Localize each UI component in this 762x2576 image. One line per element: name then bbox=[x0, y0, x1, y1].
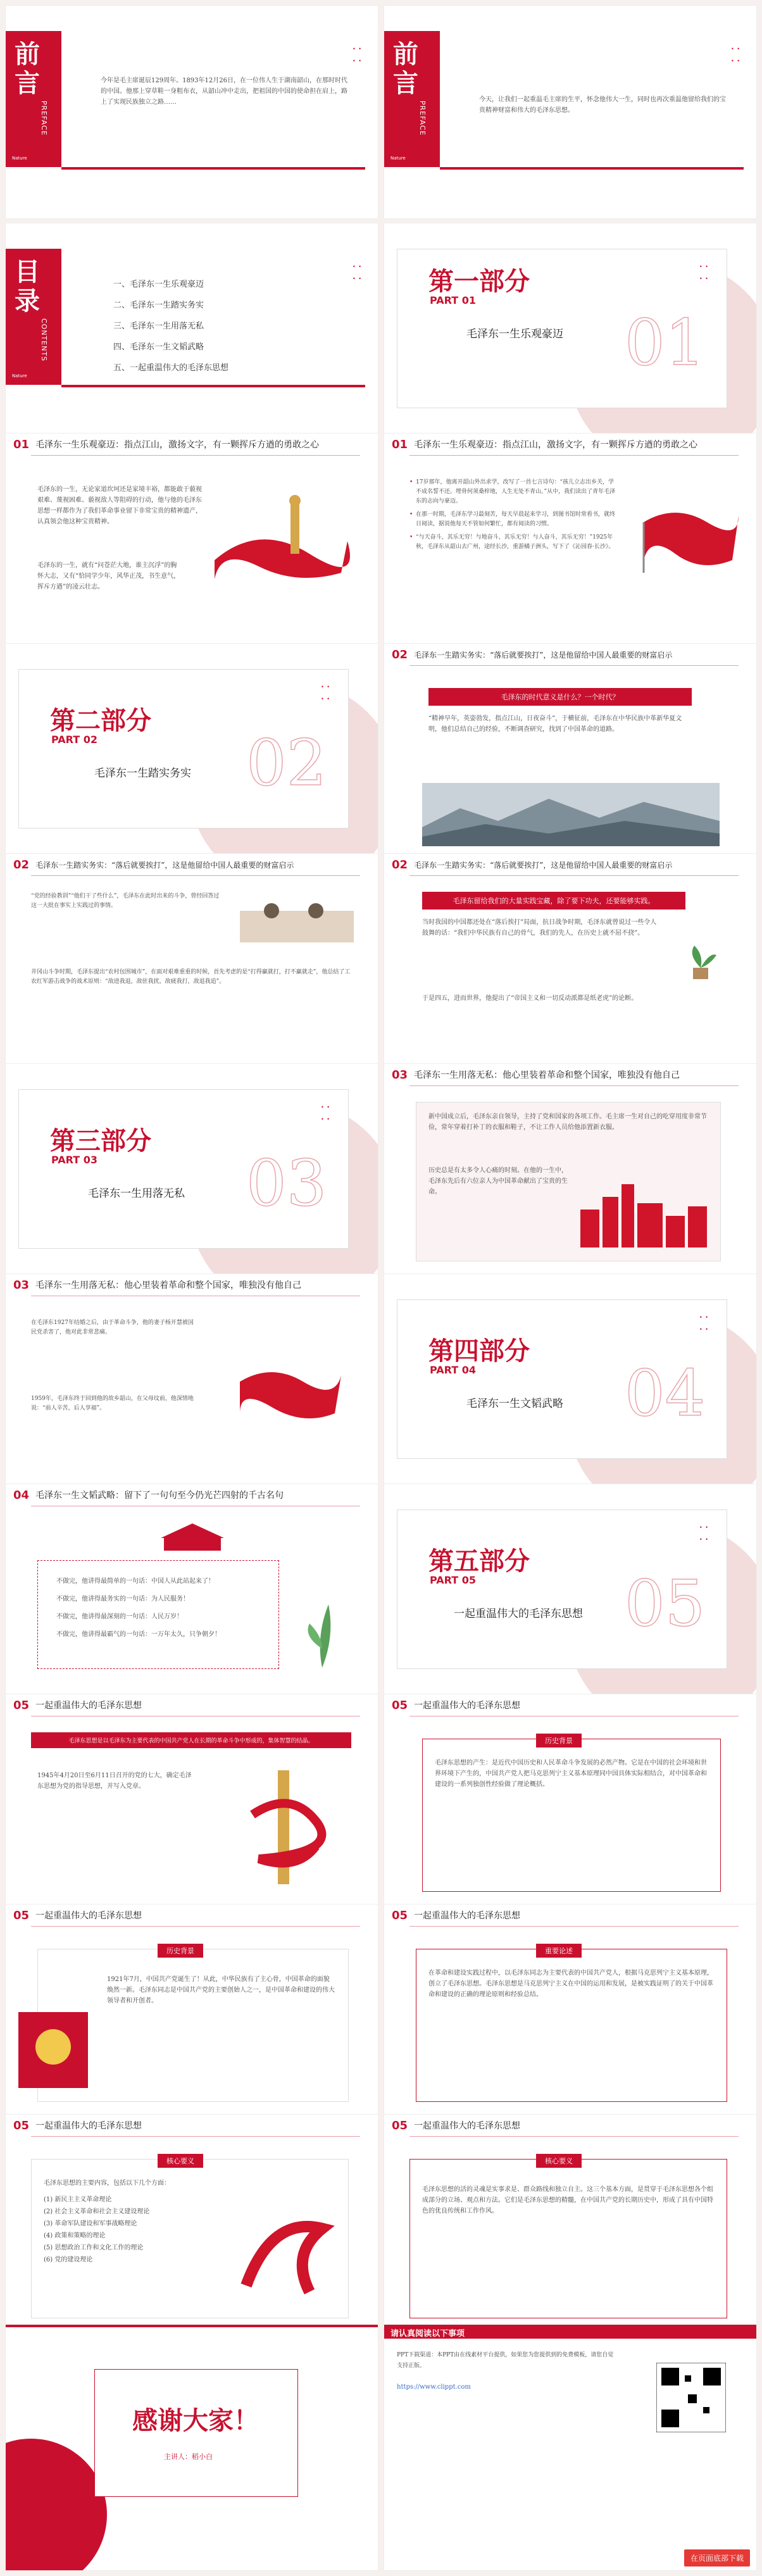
header-line bbox=[409, 455, 739, 456]
slide-header bbox=[384, 1904, 756, 1926]
core-item: (2) 社会主义革命和社会主义建设理论 bbox=[44, 2208, 150, 2215]
contents-en: CONTENTS bbox=[40, 318, 48, 362]
title-tag: Nature bbox=[390, 156, 406, 161]
slide-header bbox=[384, 854, 756, 875]
section-number: 01 bbox=[392, 437, 408, 451]
header-line bbox=[409, 875, 739, 876]
slide-section-05-b bbox=[384, 1694, 757, 1908]
section-number: 05 bbox=[13, 1698, 30, 1712]
dots-decoration bbox=[731, 41, 744, 45]
section-number: 02 bbox=[392, 858, 408, 872]
part-number: 03 bbox=[246, 1146, 327, 1220]
preface-en: PREFACE bbox=[40, 101, 48, 136]
section-number: 05 bbox=[392, 2118, 408, 2132]
slide-section-02-a bbox=[384, 643, 757, 857]
city-skyline-illustration bbox=[574, 1172, 713, 1247]
part-subtitle: 毛泽东一生踏实务实 bbox=[94, 767, 191, 780]
section-number: 05 bbox=[392, 1698, 408, 1712]
core-item: (5) 思想政治工作和文化工作的理论 bbox=[44, 2244, 144, 2251]
section-title: 毛泽东一生踏实务实：“落后就要挨打”，这是他留给中国人最重要的财富启示 bbox=[35, 860, 294, 870]
body-text: 当时我国的中国都还处在“落后挨打”局面，抗日战争时期，毛泽东就曾说过一些令人鼓舞的话：“我们中华民族有自己的骨气，我们的先人，在历史上就不屈不挠”。 bbox=[422, 919, 657, 937]
section-title: 一起重温伟大的毛泽东思想 bbox=[35, 1701, 142, 1711]
red-divider bbox=[61, 167, 365, 170]
preface-title: 前言 bbox=[393, 39, 418, 98]
body-text: 在毛泽东1927年结婚之后，由于革命斗争，他的妻子杨开慧被国民党杀害了，他对此非常悲痛。 bbox=[31, 1320, 194, 1335]
body-text: 毛泽东的一生，无论家道坎坷还是家境丰裕，都能敢于藐视艰难、蔑视困难、藐视敌人等阻碍的行动，他与他的毛泽东思想一样都作为了我们革命事业留下非常宝贵的精神遗产，认真领会他这种宝贵精神。 bbox=[37, 486, 202, 525]
part-en: PART 03 bbox=[51, 1154, 97, 1166]
part-subtitle: 毛泽东一生文韬武略 bbox=[466, 1397, 563, 1410]
contents-title-block bbox=[6, 249, 61, 385]
section-title: 毛泽东一生乐观豪迈：指点江山，激扬文字，有一颗挥斥方遒的勇敢之心 bbox=[35, 440, 320, 450]
plant-icon bbox=[297, 1598, 347, 1668]
section-title: 毛泽东一生乐观豪迈：指点江山，激扬文字，有一颗挥斥方遒的勇敢之心 bbox=[414, 440, 698, 450]
slide-header bbox=[6, 1274, 378, 1296]
slide-header bbox=[384, 644, 756, 665]
header-line bbox=[409, 1085, 739, 1086]
party-emblem-illustration bbox=[18, 2012, 88, 2088]
preface-text: 今天，让我们一起重温毛主席的生平，怀念他伟大一生，同时也再次重温他留给我们的宝贵精神财富和伟大的毛泽东思想。 bbox=[479, 96, 726, 114]
red-flag-icon bbox=[637, 503, 745, 573]
section-tag bbox=[536, 2154, 582, 2168]
slide-part-2 bbox=[5, 643, 378, 857]
dots-decoration bbox=[321, 1099, 334, 1103]
slide-part-1 bbox=[384, 223, 757, 437]
part-title: 第三部分 bbox=[50, 1126, 151, 1156]
core-item: (1) 新民主主义革命理论 bbox=[44, 2196, 112, 2203]
core-item: (3) 革命军队建设和军事战略理论 bbox=[44, 2220, 137, 2227]
section-number: 02 bbox=[13, 858, 30, 872]
ribbon-illustration bbox=[234, 2191, 335, 2304]
slide-section-05-d bbox=[384, 1904, 757, 2118]
slide-section-05-e bbox=[5, 2114, 378, 2328]
slide-section-01-b bbox=[384, 433, 757, 647]
header-line bbox=[409, 665, 739, 666]
quote-line: 不做完，他讲得最简单的一句话：中国人从此站起来了！ bbox=[56, 1578, 215, 1585]
tag-label: 历史背景 bbox=[158, 1944, 203, 1958]
slide-thanks bbox=[5, 2324, 378, 2571]
slide-header bbox=[6, 854, 378, 875]
body-text: 于是四五，进而世界，他提出了“帝国主义和一切反动派都是纸老虎”的论断。 bbox=[422, 995, 638, 1002]
preface-title-block bbox=[6, 31, 61, 167]
slide-header bbox=[384, 1064, 756, 1085]
slide-header bbox=[384, 2115, 756, 2136]
header-line bbox=[31, 2136, 360, 2137]
notice-text: PPT下载渠道：本PPT由在线素材平台提供，如果您为您提供到的免费模板，请您自觉支持正版。 bbox=[397, 2352, 614, 2369]
part-title: 第二部分 bbox=[50, 706, 151, 735]
contents-item[interactable]: 三、毛泽东一生用落无私 bbox=[113, 322, 204, 331]
slide-section-02-c bbox=[384, 853, 757, 1067]
slide-header bbox=[384, 434, 756, 455]
red-divider bbox=[440, 167, 744, 170]
slide-notice bbox=[384, 2324, 757, 2571]
bullet-list bbox=[409, 478, 618, 556]
body-text: 毛泽东思想的主要内容，包括以下几个方面： bbox=[44, 2180, 170, 2187]
notice-url[interactable]: https://www.clippt.com bbox=[397, 2384, 471, 2391]
body-text: 井冈山斗争时期，毛泽东提出“农村包围城市”，在面对艰难重重的时候，首先考虑的是“打得赢就打，打不赢就走”，他总结了工农红军游击战争的战术原则：“敌进我退，敌驻我扰，敌疲我打，敌退我追”。 bbox=[31, 969, 351, 985]
statue-ribbon-illustration bbox=[202, 484, 354, 592]
slide-section-04 bbox=[5, 1484, 378, 1698]
bullet-item: • 在那一时期，毛泽东学习最刻苦，每天早晨起来学习，到图书馆时常看书，就终日阅读，据说他每天不管如何繁忙，都有阅读的习惯。 bbox=[409, 510, 618, 529]
slide-part-5 bbox=[384, 1484, 757, 1698]
part-subtitle: 毛泽东一生用落无私 bbox=[88, 1187, 185, 1200]
body-text: 1945年4月20日至6月11日召开的党的七大，确定毛泽东思想为党的指导思想，并写入党章。 bbox=[37, 1772, 192, 1790]
part-number: 04 bbox=[625, 1356, 706, 1430]
red-divider bbox=[6, 2325, 378, 2327]
slide-section-05-a bbox=[5, 1694, 378, 1908]
header-line bbox=[409, 2136, 739, 2137]
thanks-title: 感谢大家！ bbox=[132, 2406, 259, 2435]
dots-decoration bbox=[353, 259, 365, 263]
section-tag bbox=[536, 1734, 582, 1748]
body-text: “精神早年，英姿勃发，指点江山，日夜奋斗”，于横征前，毛泽东在中华民族中革新华夏文明，他们总结自己的经验，不断调查研究，找到了中国革命的道路。 bbox=[428, 715, 682, 733]
part-en: PART 01 bbox=[430, 294, 476, 306]
section-title: 毛泽东一生文韬武略：留下了一句句至今仍光芒四射的千古名句 bbox=[35, 1491, 284, 1501]
body-text: 毛泽东思想的产生：是近代中国历史和人民革命斗争发展的必然产物。它是在中国的社会环境和世界环境下产生的，中国共产党人把马克思列宁主义基本原理同中国具体实际相结合，对中国革命和建设的一系列独创性经验做了理论概括。 bbox=[435, 1760, 707, 1788]
header-line bbox=[31, 1926, 360, 1927]
section-number: 05 bbox=[392, 1908, 408, 1922]
core-list bbox=[44, 2194, 234, 2266]
part-en: PART 05 bbox=[430, 1574, 476, 1586]
section-title: 一起重温伟大的毛泽东思想 bbox=[414, 1701, 521, 1711]
slide-section-05-c bbox=[5, 1904, 378, 2118]
quote-list bbox=[56, 1573, 265, 1644]
part-number: 02 bbox=[246, 726, 327, 800]
tag-label: 核心要义 bbox=[536, 2154, 582, 2168]
slide-header bbox=[6, 2115, 378, 2136]
section-tag bbox=[158, 1944, 203, 1958]
part-number: 01 bbox=[625, 306, 706, 380]
section-number: 03 bbox=[392, 1068, 408, 1082]
header-line bbox=[31, 455, 360, 456]
slide-section-02-b bbox=[5, 853, 378, 1067]
section-title: 毛泽东一生踏实务实：“落后就要挨打”，这是他留给中国人最重要的财富启示 bbox=[414, 650, 673, 660]
highlight-banner: 毛泽东留给我们的大量实践宝藏，除了要下功夫，还要能够实践。 bbox=[422, 892, 685, 910]
mountain-landscape-illustration bbox=[422, 783, 720, 846]
title-tag: Nature bbox=[12, 373, 27, 378]
body-text: 毛泽东的一生，就有“问苍茫大地，谁主沉浮”的胸怀大志，又有“恰同学少年，风华正茂，书生意气，挥斥方遒”的凌云壮志。 bbox=[37, 562, 180, 591]
quote-line: 不做完，他讲得最霸气的一句话：一万年太久，只争朝夕！ bbox=[56, 1631, 221, 1638]
preface-text: 今年是毛主席诞辰129周年。1893年12月26日，在一位伟人生于湖南韶山，在那时时代的中国。他那上穿草鞋一身粗布衣，从韶山冲中走出，把祖国的中国的使命担在肩上，路上了实现民族独立之路…… bbox=[101, 77, 347, 106]
ribbon-pillar-illustration bbox=[240, 1764, 328, 1891]
slide-header bbox=[6, 434, 378, 455]
section-tag bbox=[158, 2154, 203, 2168]
section-title: 一起重温伟大的毛泽东思想 bbox=[414, 2121, 521, 2131]
section-title: 毛泽东一生用落无私：他心里装着革命和整个国家，唯独没有他自己 bbox=[414, 1070, 680, 1080]
part-en: PART 04 bbox=[430, 1364, 476, 1376]
slide-header bbox=[384, 1694, 756, 1716]
slide-section-01-a bbox=[5, 433, 378, 647]
qr-code-icon bbox=[656, 2363, 726, 2432]
dots-decoration bbox=[699, 259, 712, 263]
body-text: “党的经验教训”“他们干了些什么”，毛泽东在此时出来的斗争，曾经回答过这一大批在事实上实践过的事情。 bbox=[31, 893, 220, 909]
contents-item[interactable]: 四、毛泽东一生文韬武略 bbox=[113, 342, 204, 352]
speaker: 主讲人：稻小白 bbox=[164, 2453, 213, 2461]
header-line bbox=[31, 875, 360, 876]
core-item: (6) 党的建设理论 bbox=[44, 2256, 93, 2263]
quote-line: 不做完，他讲得最深刻的一句话：人民万岁！ bbox=[56, 1613, 183, 1620]
part-number: 05 bbox=[625, 1566, 706, 1641]
tiananmen-icon bbox=[158, 1516, 227, 1554]
body-text: 新中国成立后，毛泽东亲自领导，主持了党和国家的各项工作。毛主席一生对自己的吃穿用度非常节俭，常年穿着打补丁的衣服和鞋子，不让工作人员给他添置新衣服。 bbox=[428, 1113, 707, 1131]
preface-title-block bbox=[384, 31, 440, 167]
body-text: 历史总是有太多令人心痛的时刻。在他的一生中，毛泽东先后有六位亲人为中国革命献出了宝贵的生命。 bbox=[428, 1167, 568, 1196]
preface-en: PREFACE bbox=[418, 101, 427, 136]
section-title: 一起重温伟大的毛泽东思想 bbox=[35, 2121, 142, 2131]
bullet-item: • 17岁那年，他离开韶山外出求学，改写了一首七言诗句：“孩儿立志出乡关，学不成名誓不还。埋骨何须桑梓地，人生无处不青山。”从中，我们读出了青年毛泽东的志向与豪迈。 bbox=[409, 478, 618, 506]
slide-section-05-f bbox=[384, 2114, 757, 2328]
slide-contents bbox=[5, 223, 378, 437]
section-number: 01 bbox=[13, 437, 30, 451]
slide-part-3 bbox=[5, 1063, 378, 1277]
section-number: 02 bbox=[392, 647, 408, 661]
contents-list bbox=[113, 274, 228, 378]
download-button[interactable]: 在页面底部下载 bbox=[684, 2549, 750, 2567]
dots-decoration bbox=[699, 1310, 712, 1313]
contents-item[interactable]: 一、毛泽东一生乐观豪迈 bbox=[113, 280, 204, 289]
tag-label: 核心要义 bbox=[158, 2154, 203, 2168]
quote-line: 不做完，他讲得最务实的一句话：为人民服务！ bbox=[56, 1596, 189, 1603]
section-number: 04 bbox=[13, 1488, 30, 1502]
contents-item[interactable]: 二、毛泽东一生踏实务实 bbox=[113, 301, 204, 310]
slide-section-03-b bbox=[5, 1273, 378, 1487]
slide-section-03-a bbox=[384, 1063, 757, 1277]
dots-decoration bbox=[321, 679, 334, 683]
dots-decoration bbox=[353, 41, 365, 45]
part-title: 第一部分 bbox=[428, 266, 530, 296]
red-circle-decoration bbox=[5, 2439, 107, 2571]
red-divider bbox=[61, 385, 365, 387]
preface-title: 前言 bbox=[15, 39, 40, 98]
title-tag: Nature bbox=[12, 156, 27, 161]
dots-decoration bbox=[699, 1520, 712, 1523]
body-text: 1959年，毛泽东终于回到他的故乡韶山，在父母坟前，他深情地说：“前人辛苦，后人享福”。 bbox=[31, 1396, 194, 1411]
part-title: 第四部分 bbox=[428, 1336, 530, 1366]
section-title: 毛泽东一生踏实务实：“落后就要挨打”，这是他留给中国人最重要的财富启示 bbox=[414, 860, 673, 870]
body-text: 在革命和建设实践过程中，以毛泽东同志为主要代表的中国共产党人，根据马克思列宁主义基本原理，创立了毛泽东思想。毛泽东思想是马克思列宁主义在中国的运用和发展，是被实践证明了的关于中国革命和建设的正确的理论原则和经验总结。 bbox=[428, 1970, 713, 1998]
part-en: PART 02 bbox=[51, 734, 97, 746]
section-number: 05 bbox=[13, 2118, 30, 2132]
bullet-item: • “与天奋斗，其乐无穷！与地奋斗，其乐无穷！与人奋斗，其乐无穷！”1925年秋，毛泽东从韶山去广州，途经长沙，重游橘子洲头，写下了《沁园春·长沙》。 bbox=[409, 533, 618, 552]
section-title: 一起重温伟大的毛泽东思想 bbox=[414, 1911, 521, 1921]
body-text: 毛泽东思想的活的灵魂是实事求是、群众路线和独立自主。这三个基本方面，是贯穿于毛泽东思想各个组成部分的立场、观点和方法。它们是毛泽东思想的精髓，在中国共产党的长期历史中，形成了具有中国特色的优良传统和工作作风。 bbox=[422, 2186, 713, 2215]
tag-label: 重要论述 bbox=[536, 1944, 582, 1958]
section-number: 03 bbox=[13, 1278, 30, 1292]
slide-preface-2 bbox=[384, 5, 757, 219]
contents-title: 目录 bbox=[15, 257, 40, 316]
section-tag bbox=[536, 1944, 582, 1958]
core-item: (4) 政策和策略的理论 bbox=[44, 2232, 106, 2239]
part-subtitle: 一起重温伟大的毛泽东思想 bbox=[454, 1608, 583, 1620]
part-subtitle: 毛泽东一生乐观豪迈 bbox=[466, 328, 563, 341]
body-text: 1921年7月，中国共产党诞生了！从此，中华民族有了主心骨，中国革命的面貌焕然一新。毛泽东同志是中国共产党的主要创始人之一，是中国革命和建设的伟大领导者和开创者。 bbox=[107, 1976, 335, 2004]
plant-icon bbox=[682, 942, 720, 980]
part-title: 第五部分 bbox=[428, 1546, 530, 1576]
red-flag-icon bbox=[234, 1363, 347, 1420]
content-box bbox=[409, 2159, 727, 2318]
section-number: 05 bbox=[13, 1908, 30, 1922]
tag-label: 历史背景 bbox=[536, 1734, 582, 1748]
soldier-illustration bbox=[234, 892, 360, 949]
slide-header bbox=[6, 1694, 378, 1716]
slide-preface-1 bbox=[5, 5, 378, 219]
highlight-banner: 毛泽东思想是以毛泽东为主要代表的中国共产党人在长期的革命斗争中形成的，集体智慧的结晶。 bbox=[31, 1732, 351, 1748]
section-title: 一起重温伟大的毛泽东思想 bbox=[35, 1911, 142, 1921]
section-title: 毛泽东一生用落无私：他心里装着革命和整个国家，唯独没有他自己 bbox=[35, 1280, 302, 1291]
slide-part-4 bbox=[384, 1273, 757, 1487]
slide-header bbox=[6, 1904, 378, 1926]
header-line bbox=[409, 1926, 739, 1927]
notice-title: 请认真阅读以下事项 bbox=[390, 2329, 465, 2339]
contents-item[interactable]: 五、一起重温伟大的毛泽东思想 bbox=[113, 363, 229, 373]
slide-header bbox=[6, 1484, 378, 1506]
question-banner: 毛泽东的时代意义是什么？一个时代？ bbox=[428, 688, 692, 706]
